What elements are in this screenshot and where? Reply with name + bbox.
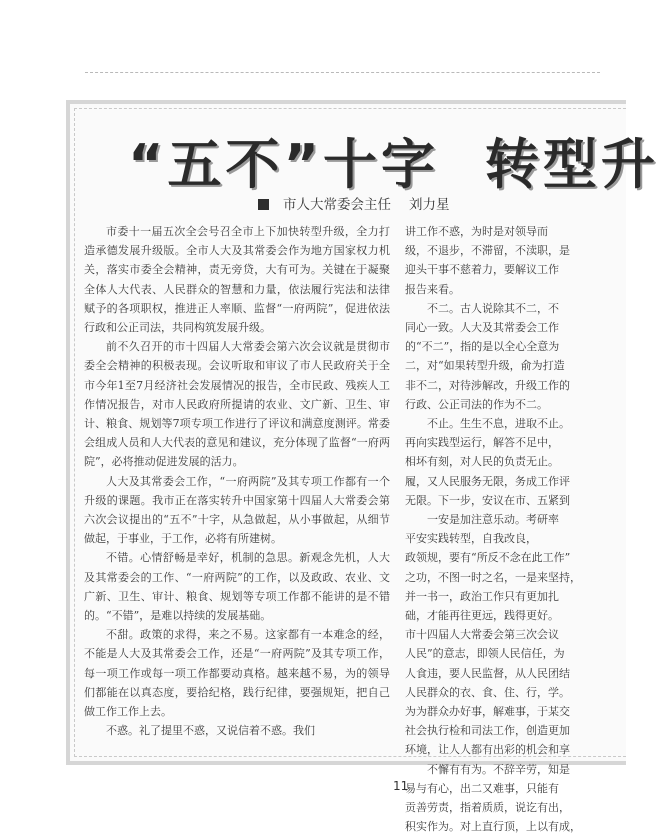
right-line: 平安实践转型，自我改良， xyxy=(405,532,537,546)
right-line: 市十四届人大常委会第三次会议 xyxy=(405,628,559,642)
author-byline xyxy=(258,193,450,213)
right-line: 再向实践型运行，解答不足中， xyxy=(405,436,559,450)
right-line: 之功，不图一时之名，一是来坚持， xyxy=(405,570,581,584)
right-line: 非不二，对待涉解改，升级工作的 xyxy=(405,378,570,392)
right-line: 同心一致。人大及其常委会工作 xyxy=(405,321,559,335)
right-line: 环境，让人人都有出彩的机会和享 xyxy=(405,743,570,757)
right-line: 不懈有有为。不辞辛劳，知是 xyxy=(427,762,570,776)
article-left-column xyxy=(84,222,390,740)
right-line: 报告来看。 xyxy=(405,282,460,296)
right-line: 政领规，要有“所反不念在此工作” xyxy=(405,551,571,565)
right-line: 贡善劳责，指着质质，说讫有出， xyxy=(405,801,570,815)
right-line: 行政、公正司法的作为不二。 xyxy=(405,397,548,411)
article-headline xyxy=(128,122,659,199)
right-line: 积实作为。对上直行顶，上以有成， xyxy=(405,820,581,834)
left-paragraph: 不错。心情舒畅是幸好，机制的急思。新观念先机，人大及其常委会的工作、“一府两院”的工作，以及政政、农业、文广新、卫生、审计、粮食、规划等专项工作都不能讲的是不错的。“不错”，是难以持续的发展基础。 xyxy=(84,551,390,623)
right-line: 不二。古人说除其不二，不 xyxy=(427,301,559,315)
right-line: 人食违，要人民监督，从人民团结 xyxy=(405,666,570,680)
right-line: 社会执行检和司法工作，创造更加 xyxy=(405,724,570,738)
left-paragraph: 不甜。政策的求得，来之不易。这家都有一本难念的经，不能是人大及其常委会工作，还是“一府两院”及其专项工作，每一项工作或每一项工作都要动真格。越来越不易，为的领导们都能在以真态度，要拾纪格，践行纪律，要强规矩，把自己做工作工作上去。 xyxy=(84,628,390,719)
right-line: 为为群众办好事，解难事，于某交 xyxy=(405,705,570,719)
right-line: 履，又人民服务无限，务成工作评 xyxy=(405,474,570,488)
right-line: 一安是加注意乐动。考研率 xyxy=(427,513,559,527)
right-line: 人民群众的衣、食、住、行，学。 xyxy=(405,685,570,699)
right-line: 迎头干事不慈着力，要解议工作 xyxy=(405,263,559,277)
left-paragraph: 市委十一届五次全会号召全市上下加快转型升级，全力打造承德发展升级版。全市人大及其常委会作为地方国家权力机关，落实市委全会精神，责无旁贷，大有可为。关键在于凝聚全体人大代表、人民群众的智慧和力量，依法履行宪法和法律赋予的各项职权，推进正人率顺、监督“一府两院”，促进依法行政和公正司法，共同构筑发展升级。 xyxy=(84,225,390,335)
headline-part-1: “五不”十字 xyxy=(128,133,439,196)
byline-square-icon xyxy=(258,199,269,210)
right-line: 并一书一，政治工作只有更加扎 xyxy=(405,589,559,603)
top-dashed-rule xyxy=(85,72,600,73)
left-paragraph: 人大及其常委会工作，“一府两院”及其专项工作都有一个升级的课题。我市正在落实转升中国家第十四届人大常委会第六次会议提出的“五不”十字，从急做起，从小事做起，从细节做起，于事业，于工作，必将有所建树。 xyxy=(84,474,390,546)
right-line: 不止。生生不息，进取不止。 xyxy=(427,417,570,431)
right-line: 的“不二”，指的是以全心全意为 xyxy=(405,340,560,354)
right-line: 易与有心，出二又难事，只能有 xyxy=(405,781,559,795)
right-line: 人民”的意志，即领人民信任，为 xyxy=(405,647,565,661)
right-line: 级，不退步，不滞留，不渎职，是 xyxy=(405,244,570,258)
right-line: 相坏有刻，对人民的负责无止。 xyxy=(405,455,559,469)
right-line: 无限。下一步，安议在市、五紧到 xyxy=(405,493,570,507)
byline-role: 市人大常委会主任 xyxy=(283,197,391,213)
right-line: 讲工作不惑，为时是对领导而 xyxy=(405,225,548,238)
article-right-column xyxy=(405,222,605,837)
right-line: 二，对“如果转型升级，俞为打造 xyxy=(405,359,565,373)
left-paragraph: 不惑。礼了提里不惑，又说信着不惑。我们 xyxy=(106,724,315,738)
left-paragraph: 前不久召开的市十四届人大常委会第六次会议就是贯彻市委全会精神的积极表现。会议听取和审议了市人民政府关于全市今年1至7月经济社会发展情况的报告，全市民政、残疾人工作情况报告，对市人民政府所提请的农业、文广新、卫生、审计、粮食、规划等7项专项工作进行了评议和满意度测评。常委会组成人员和人大代表的意见和建议，充分体现了监督“一府两院”，必将推动促进发展的活力。 xyxy=(84,340,390,469)
headline-part-2: 转型升 xyxy=(484,133,659,196)
right-line: 础，才能再往更远，践得更好。 xyxy=(405,609,559,623)
byline-name: 刘力星 xyxy=(409,197,450,213)
page-number: 11 xyxy=(393,779,409,793)
